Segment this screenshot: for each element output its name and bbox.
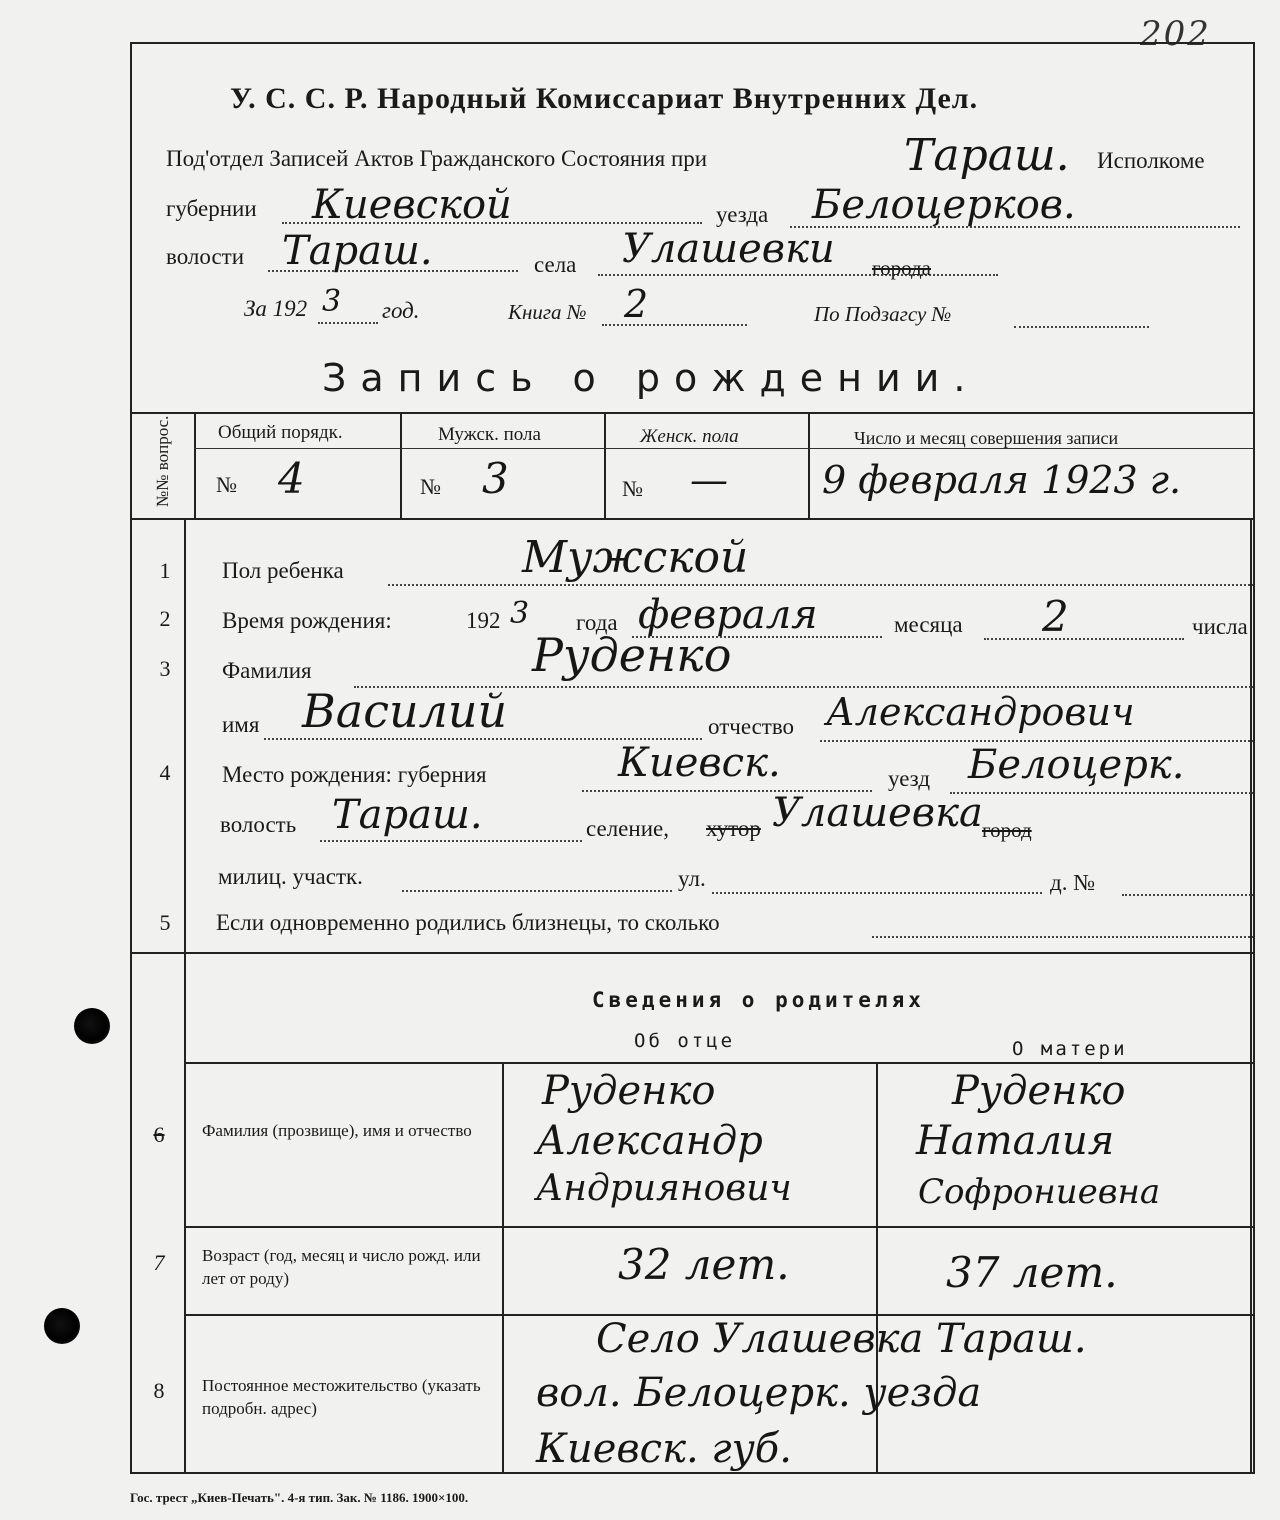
gubernia-value: Киевской <box>312 182 512 228</box>
col-divider-1 <box>194 412 196 518</box>
house-underline <box>1122 894 1254 896</box>
col-question-header: №№ вопрос. <box>153 415 172 507</box>
q8-label: Постоянное местожительство (указать подробн. адрес) <box>202 1376 481 1418</box>
birth-year-prefix: 192 <box>466 608 501 633</box>
male-prefix: № <box>420 474 441 499</box>
parents-left-divider <box>184 952 186 1474</box>
col-divider-3 <box>604 412 606 518</box>
form-title: У. С. С. Р. Народный Комиссариат Внутренних Дел. <box>230 82 979 115</box>
date-value: 9 февраля 1923 г. <box>822 458 1182 502</box>
twins-underline <box>872 936 1254 938</box>
street-underline <box>712 892 1042 894</box>
birth-day-value: 2 <box>1042 592 1069 641</box>
subdept-value: Тараш. <box>904 130 1070 181</box>
father-patronymic: Андриянович <box>536 1168 792 1209</box>
father-name: Александр <box>536 1118 763 1164</box>
birth-day-label: числа <box>1192 614 1248 639</box>
place-uezd-label: уезд <box>888 766 931 791</box>
label-col-divider <box>502 1062 504 1474</box>
birth-month-label: месяца <box>894 612 963 637</box>
general-prefix: № <box>216 472 237 497</box>
name-label: имя <box>222 712 260 737</box>
house-label: д. № <box>1050 870 1096 895</box>
q8-number: 8 <box>153 1378 165 1403</box>
child-section-bottom <box>130 952 1255 954</box>
col-divider-2 <box>400 412 402 518</box>
col-divider-4 <box>808 412 810 518</box>
row6-bottom <box>184 1226 1254 1228</box>
place-volost-label: волость <box>220 812 297 837</box>
q6-number: 6 <box>153 1122 165 1147</box>
place-city-label: город <box>982 818 1032 842</box>
right-border-extra <box>1250 518 1252 1474</box>
name-value: Василий <box>302 684 508 738</box>
top-table-bottom-border <box>130 518 1255 520</box>
q2-number: 2 <box>159 606 171 631</box>
page-number: 202 <box>1140 14 1211 54</box>
printer-footer: Гос. трест „Киев-Печать". 4-я тип. Зак. № 1186. 1900×100. <box>130 1490 469 1505</box>
sex-label: Пол ребенка <box>222 558 344 583</box>
q4-number: 4 <box>159 760 171 785</box>
place-khutor-label: хутор <box>706 816 761 841</box>
patronymic-value: Александрович <box>826 690 1135 734</box>
q6-label: Фамилия (прозвище), имя и отчество <box>202 1121 472 1140</box>
father-heading: Об отце <box>634 1030 736 1052</box>
document-title: Запись о рождении. <box>322 356 980 400</box>
place-volost-value: Тараш. <box>332 792 483 838</box>
q5-number: 5 <box>159 910 171 935</box>
mother-age: 37 лет. <box>946 1248 1118 1297</box>
female-prefix: № <box>622 476 643 501</box>
selo-underline <box>598 274 998 276</box>
sex-underline <box>388 584 1254 586</box>
place-uezd-underline <box>950 792 1254 794</box>
col-female-header: Женск. пола <box>640 426 739 447</box>
patronymic-label: отчество <box>708 714 795 739</box>
twins-label: Если одновременно родились близнецы, то сколько <box>216 910 720 935</box>
col-male-header: Мужск. пола <box>438 424 541 445</box>
volost-label: волости <box>166 244 245 269</box>
mother-patronymic: Софрониевна <box>918 1172 1161 1212</box>
gorod-label: города <box>872 256 931 280</box>
gubernia-label: губернии <box>166 196 257 221</box>
place-village-value: Улашевка <box>772 790 983 836</box>
birth-year-value: 3 <box>510 596 530 631</box>
selo-value: Улашевки <box>622 226 835 272</box>
place-gubernia-value: Киевск. <box>618 740 781 786</box>
top-table-top-border <box>130 412 1255 414</box>
mother-name: Наталия <box>916 1118 1115 1164</box>
birth-record-form <box>130 42 1255 1474</box>
mother-surname: Руденко <box>952 1068 1126 1114</box>
q7-number: 7 <box>153 1250 165 1275</box>
mother-heading: О матери <box>1012 1038 1128 1060</box>
year-value: 3 <box>322 284 342 319</box>
general-value: 4 <box>278 454 305 503</box>
birth-label: Время рождения: <box>222 608 392 633</box>
parents-header-rule <box>184 1062 1254 1064</box>
punch-hole-top <box>74 1008 110 1044</box>
place-volost-underline <box>320 840 582 842</box>
subcopy-underline <box>1014 326 1149 328</box>
subdept-suffix: Исполкоме <box>1097 148 1205 173</box>
uezd-label: уезда <box>716 202 769 227</box>
book-value: 2 <box>624 282 649 326</box>
male-value: 3 <box>482 454 509 503</box>
punch-hole-bottom <box>44 1308 80 1344</box>
female-value: — <box>690 458 728 502</box>
birth-day-underline <box>984 638 1184 640</box>
militia-underline <box>402 890 672 892</box>
sex-value: Мужской <box>522 532 749 583</box>
subdept-label: Под'отдел Записей Актов Гражданского Состояния при <box>166 146 708 171</box>
residence-line2: вол. Белоцерк. уезда <box>536 1370 982 1416</box>
year-underline <box>318 322 378 324</box>
col-general-header: Общий порядк. <box>218 422 343 443</box>
uezd-value: Белоцерков. <box>812 182 1076 228</box>
selo-label: села <box>534 252 577 277</box>
book-underline <box>602 324 747 326</box>
place-uezd-value: Белоцерк. <box>968 742 1185 788</box>
year-label: За 192 <box>244 296 308 321</box>
residence-line1: Село Улашевка Тараш. <box>596 1316 1087 1362</box>
residence-line3: Киевск. губ. <box>536 1426 792 1472</box>
surname-value: Руденко <box>532 628 732 682</box>
father-age: 32 лет. <box>618 1240 790 1289</box>
father-surname: Руденко <box>542 1068 716 1114</box>
subcopy-label: По Подзагсу № <box>814 302 952 326</box>
q1-number: 1 <box>159 558 171 583</box>
q3-number: 3 <box>159 656 171 681</box>
q7-label: Возраст (год, месяц и число рожд. или лет от роду) <box>202 1246 481 1288</box>
place-label: Место рождения: губерния <box>222 762 487 787</box>
volost-value: Тараш. <box>282 228 433 274</box>
place-village-label: селение, <box>586 816 669 841</box>
birth-year-suffix: года <box>576 610 618 635</box>
street-label: ул. <box>678 866 706 891</box>
col-date-header: Число и месяц совершения записи <box>854 428 1119 448</box>
surname-label: Фамилия <box>222 658 312 683</box>
book-label: Книга № <box>508 300 587 324</box>
birth-month-value: февраля <box>638 592 818 638</box>
militia-label: милиц. участк. <box>218 864 363 889</box>
parents-section-title: Сведения о родителях <box>592 988 925 1012</box>
year-suffix: год. <box>382 298 420 323</box>
